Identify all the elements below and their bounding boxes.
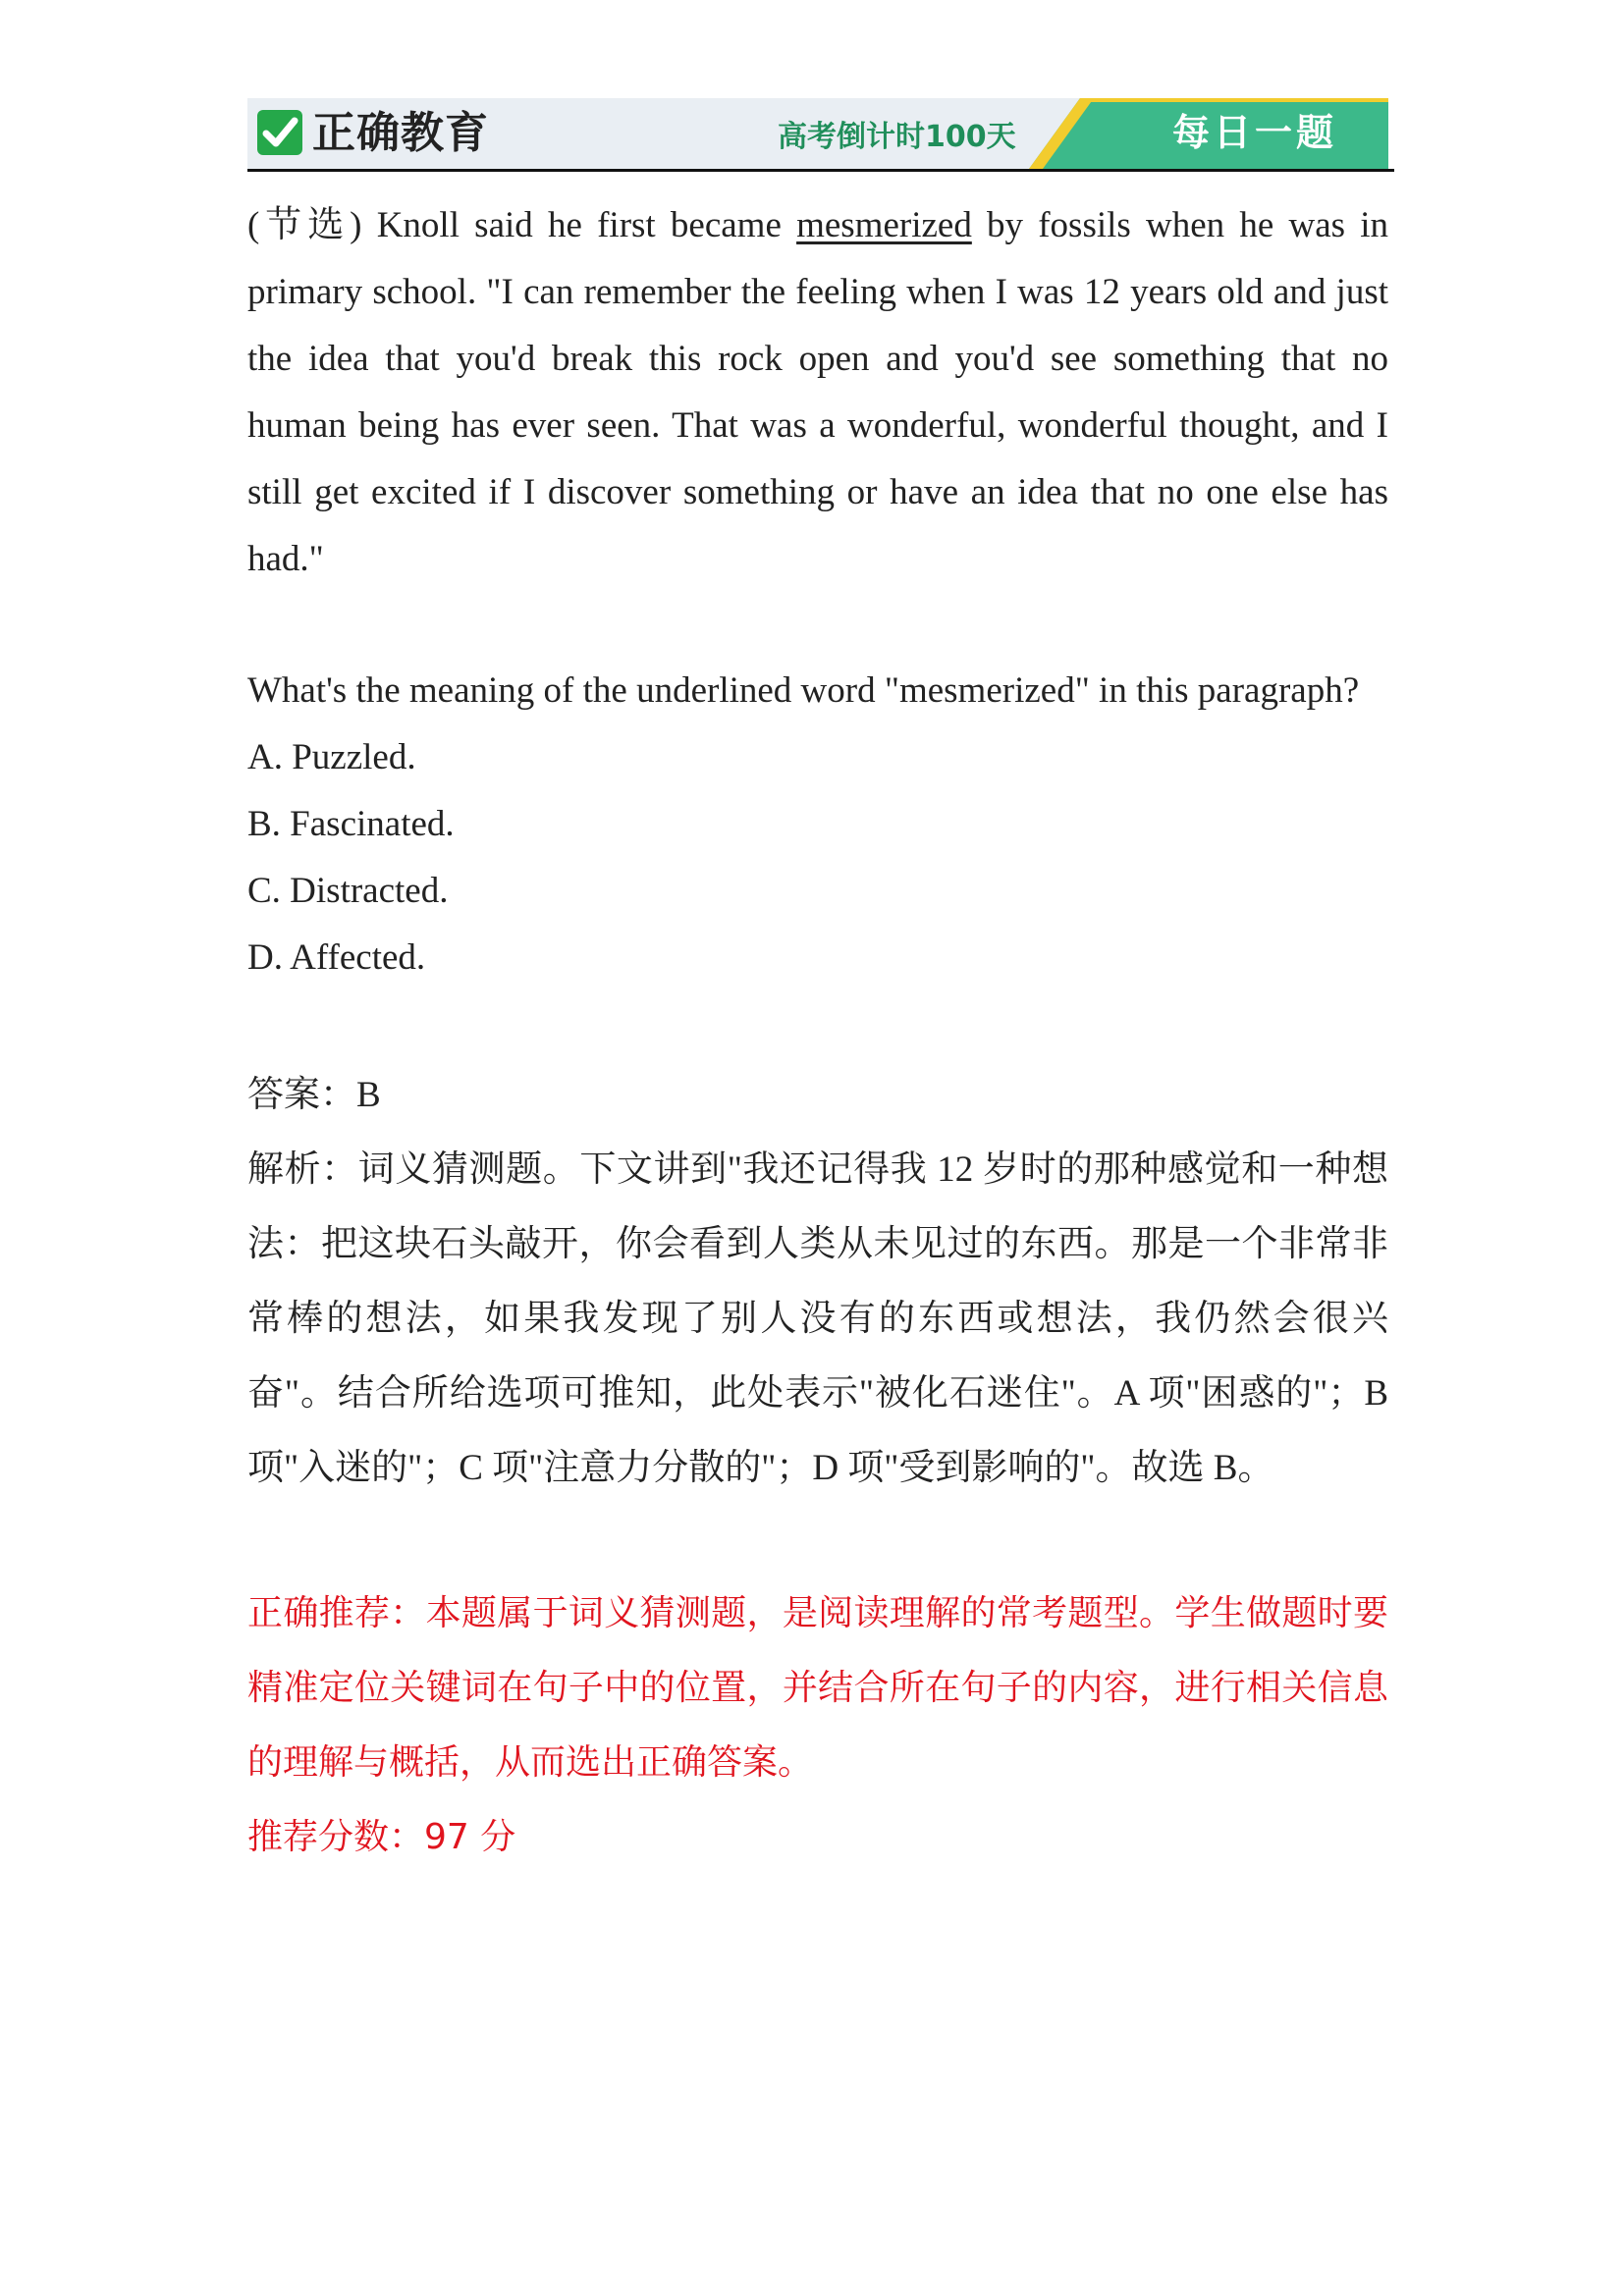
recommendation-text: 正确推荐：本题属于词义猜测题，是阅读理解的常考题型。学生做题时要精准定位关键词在句子中的位置，并结合所在句子的内容，进行相关信息的理解与概括，从而选出正确答案。 [247, 1593, 1388, 1783]
option-b: B. Fascinated. [247, 804, 455, 844]
answer-options [247, 724, 1388, 991]
document-body [247, 192, 1388, 1875]
option-c: C. Distracted. [247, 871, 449, 911]
option-a: A. Puzzled. [247, 737, 416, 777]
check-icon [257, 110, 302, 155]
question-text: What's the meaning of the underlined word "mesmerized" in this paragraph? [247, 670, 1360, 711]
passage-rest: by fossils when he was in primary school. "I can remember the feeling when I was 12 years old and just the idea that you'd break this rock open and you'd see something that no human being has ever seen. That was a wonderful, wonderful thought, and I still get excited if I discover something or have an idea that no one else has had." [247, 205, 1388, 579]
countdown-label: 高考倒计时100天 [778, 120, 1016, 154]
brand-name: 正确教育 [312, 108, 489, 158]
daily-question-label: 每日一题 [1171, 111, 1337, 154]
header-banner [247, 98, 1388, 169]
header-divider [247, 169, 1394, 172]
passage-prefix: (节选) Knoll said he first became [247, 205, 797, 245]
reading-passage [247, 192, 1388, 593]
option-d: D. Affected. [247, 937, 426, 978]
answer-line: 答案：B [247, 1075, 381, 1115]
recommendation-score: 推荐分数：97 分 [247, 1817, 516, 1857]
analysis-text: 解析：词义猜测题。下文讲到"我还记得我 12 岁时的那种感觉和一种想法：把这块石头敲开，你会看到人类从未见过的东西。那是一个非常非常棒的想法，如果我发现了别人没有的东西或想法，我仍然会很兴奋"。结合所给选项可推知，此处表示"被化石迷住"。A 项"困惑的"；B 项"入迷的"；C 项"注意力分散的"；D 项"受到影响的"。故选 B。 [247, 1149, 1388, 1488]
underlined-word: mesmerized [796, 205, 972, 245]
